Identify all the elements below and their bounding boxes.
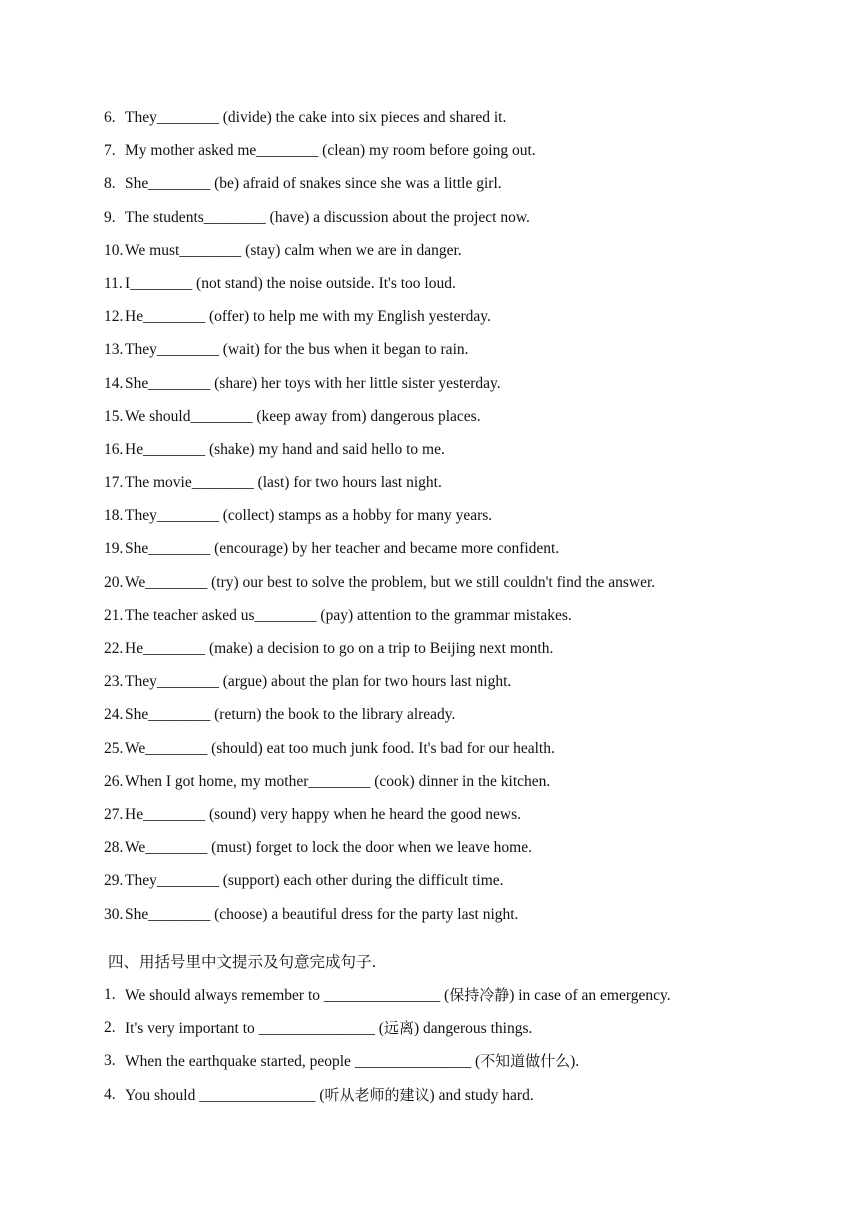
item-text: She________ (encourage) by her teacher and became more confident. (125, 540, 560, 558)
item-number: 4. (104, 1085, 116, 1103)
item-number: 29. (104, 872, 124, 890)
item-text: We________ (must) forget to lock the door when we leave home. (125, 839, 532, 857)
exercise-item-27 (104, 803, 804, 836)
item-text-before: We should always remember to _______________ ( (125, 987, 450, 1004)
item-text-after: ) dangerous things. (413, 1020, 533, 1038)
item-number: 27. (104, 805, 124, 823)
translation-item-3 (104, 1049, 804, 1082)
item-text: We________ (try) our best to solve the problem, but we still couldn't find the answer. (125, 573, 656, 591)
exercise-item-10 (104, 239, 804, 272)
exercise-item-20 (104, 571, 804, 604)
verb-form-exercise-list (104, 106, 804, 936)
exercise-item-13 (104, 338, 804, 371)
exercise-item-11 (104, 272, 804, 305)
item-number: 7. (104, 142, 116, 160)
item-number: 25. (104, 739, 124, 757)
item-number: 3. (104, 1052, 116, 1070)
exercise-item-29 (104, 869, 804, 902)
item-text: He________ (make) a decision to go on a trip to Beijing next month. (125, 640, 554, 657)
exercise-item-6 (104, 106, 804, 139)
item-number: 17. (104, 474, 124, 492)
chinese-hint: 远离 (383, 1019, 414, 1038)
item-number: 18. (104, 507, 124, 525)
item-text: They________ (argue) about the plan for two hours last night. (125, 673, 512, 691)
item-text: They________ (collect) stamps as a hobby for many years. (125, 507, 493, 525)
item-number: 16. (104, 440, 124, 458)
exercise-item-23 (104, 670, 804, 703)
translation-exercise-list (104, 983, 804, 1116)
item-number: 19. (104, 540, 124, 558)
exercise-item-28 (104, 836, 804, 869)
item-number: 13. (104, 341, 124, 359)
exercise-item-12 (104, 305, 804, 338)
item-number: 15. (104, 407, 124, 425)
item-number: 30. (104, 905, 124, 923)
translation-item-2 (104, 1016, 804, 1049)
item-text: The students________ (have) a discussion about the project now. (125, 208, 530, 226)
chinese-hint: 听从老师的建议 (324, 1085, 430, 1104)
item-text-after: ) in case of an emergency. (509, 987, 671, 1004)
section-4-heading: 四、用括号里中文提示及句意完成句子. (108, 953, 377, 971)
item-text-before: It's very important to _______________ ( (125, 1020, 384, 1038)
item-text: We must________ (stay) calm when we are in danger. (125, 241, 462, 259)
item-text (125, 1016, 532, 1049)
translation-item-1 (104, 983, 804, 1016)
item-number: 11. (104, 274, 123, 292)
exercise-item-18 (104, 504, 804, 537)
item-text-before: You should _______________ ( (125, 1086, 325, 1104)
item-text (125, 1049, 579, 1082)
translation-item-4 (104, 1083, 804, 1116)
chinese-hint: 保持冷静 (449, 986, 510, 1004)
exercise-item-30 (104, 903, 804, 936)
exercise-item-8 (104, 172, 804, 205)
exercise-item-19 (104, 537, 804, 570)
exercise-item-14 (104, 372, 804, 405)
item-text: She________ (choose) a beautiful dress for the party last night. (125, 905, 519, 923)
item-text: She________ (return) the book to the library already. (125, 706, 456, 724)
item-number: 12. (104, 308, 124, 326)
item-text: He________ (offer) to help me with my English yesterday. (125, 308, 491, 326)
exercise-item-22 (104, 637, 804, 670)
item-number: 24. (104, 706, 124, 724)
item-number: 9. (104, 208, 116, 226)
item-text: They________ (wait) for the bus when it began to rain. (125, 341, 469, 359)
chinese-hint: 不知道做什么 (480, 1052, 571, 1071)
item-text: She________ (share) her toys with her little sister yesterday. (125, 374, 501, 392)
exercise-item-25 (104, 737, 804, 770)
item-text (125, 983, 671, 1016)
item-number: 23. (104, 673, 124, 691)
item-text: The movie________ (last) for two hours last night. (125, 474, 442, 492)
item-text: I________ (not stand) the noise outside. It's too loud. (125, 274, 456, 292)
exercise-item-21 (104, 604, 804, 637)
item-number: 8. (104, 175, 116, 193)
item-text: The teacher asked us________ (pay) attention to the grammar mistakes. (125, 606, 572, 624)
item-number: 2. (104, 1019, 116, 1037)
item-text: We________ (should) eat too much junk food. It's bad for our health. (125, 739, 555, 757)
item-number: 22. (104, 640, 124, 657)
item-number: 14. (104, 374, 124, 392)
exercise-item-9 (104, 206, 804, 239)
item-text-after: ). (570, 1053, 580, 1071)
item-number: 20. (104, 573, 124, 591)
item-text: We should________ (keep away from) dangerous places. (125, 407, 481, 425)
item-number: 6. (104, 109, 116, 126)
item-text (125, 1083, 534, 1116)
item-number: 28. (104, 839, 124, 857)
item-text: When I got home, my mother________ (cook) dinner in the kitchen. (125, 772, 551, 790)
item-text: They________ (support) each other during the difficult time. (125, 872, 504, 890)
item-number: 26. (104, 772, 124, 790)
exercise-item-17 (104, 471, 804, 504)
exercise-item-7 (104, 139, 804, 172)
exercise-item-16 (104, 438, 804, 471)
item-number: 10. (104, 241, 124, 259)
item-number: 21. (104, 606, 124, 624)
item-text-after: ) and study hard. (429, 1086, 534, 1104)
item-text: They________ (divide) the cake into six pieces and shared it. (125, 109, 507, 126)
exercise-item-26 (104, 770, 804, 803)
exercise-item-15 (104, 405, 804, 438)
item-text: He________ (sound) very happy when he heard the good news. (125, 805, 522, 823)
item-text: My mother asked me________ (clean) my room before going out. (125, 142, 536, 160)
item-text: She________ (be) afraid of snakes since she was a little girl. (125, 175, 502, 193)
item-text: He________ (shake) my hand and said hello to me. (125, 440, 445, 458)
item-text-before: When the earthquake started, people _______________ ( (125, 1053, 481, 1071)
exercise-item-24 (104, 703, 804, 736)
item-number: 1. (104, 986, 116, 1003)
